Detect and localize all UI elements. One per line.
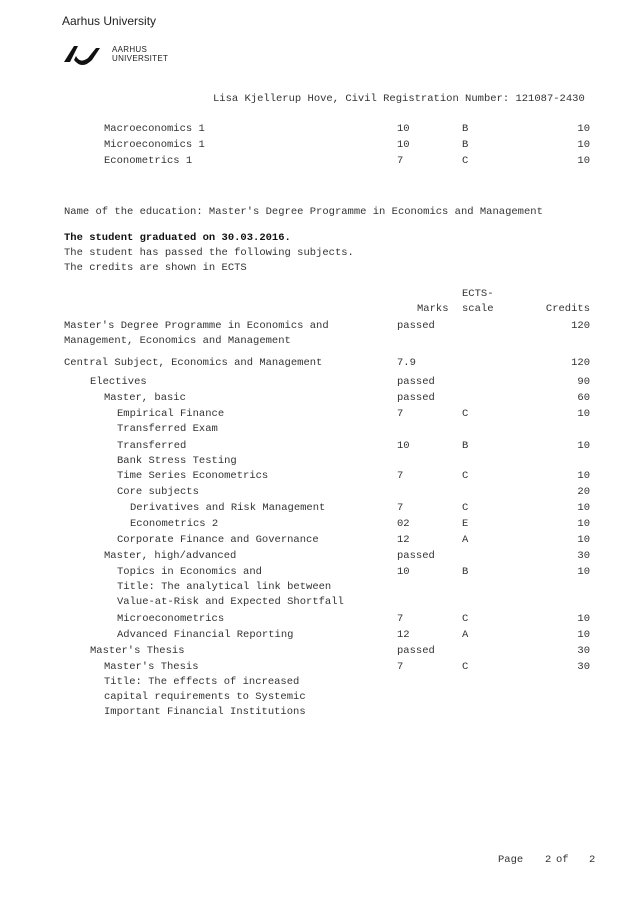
subject-mark: passed — [397, 392, 435, 404]
subject-name: Master's Thesis — [104, 661, 199, 673]
subject-row — [0, 375, 638, 390]
course-ects: B — [462, 139, 469, 151]
subject-ects: C — [462, 502, 469, 514]
subject-credits: 10 — [577, 518, 590, 530]
subject-credits: 120 — [571, 320, 590, 332]
subject-credits: 10 — [577, 613, 590, 625]
subject-ects: E — [462, 518, 469, 530]
subject-ects: C — [462, 470, 469, 482]
subject-mark: 12 — [397, 629, 410, 641]
subject-name-continued: Value-at-Risk and Expected Shortfall — [117, 596, 344, 608]
subject-credits: 10 — [577, 440, 590, 452]
subject-row — [0, 439, 638, 454]
page-number: 2 — [545, 854, 552, 866]
subject-row — [0, 517, 638, 532]
subject-ects: A — [462, 629, 469, 641]
subject-row — [0, 391, 638, 406]
credits-header: Credits — [545, 303, 590, 315]
subject-ects: C — [462, 661, 469, 673]
prev-course-row — [0, 122, 638, 137]
marks-header: Marks — [417, 303, 449, 315]
ects-header-line-1: ECTS- — [462, 288, 494, 300]
subject-credits: 30 — [577, 550, 590, 562]
subject-name: Corporate Finance and Governance — [117, 534, 319, 546]
credits-note: The credits are shown in ECTS — [64, 262, 247, 274]
logo-text-aarhus: AARHUS — [112, 45, 148, 54]
subject-credits: 30 — [577, 661, 590, 673]
subject-mark: 7.9 — [397, 357, 416, 369]
subject-credits: 30 — [577, 645, 590, 657]
subject-name: Topics in Economics and — [117, 566, 262, 578]
subject-credits: 10 — [577, 502, 590, 514]
subject-name: Core subjects — [117, 486, 199, 498]
subject-credits: 10 — [577, 534, 590, 546]
subject-ects: C — [462, 408, 469, 420]
subject-name-continued: capital requirements to Systemic — [104, 691, 306, 703]
subject-row — [0, 660, 638, 675]
subject-name-continued: Transferred Exam — [117, 423, 218, 435]
subject-name: Advanced Financial Reporting — [117, 629, 294, 641]
subject-row — [0, 628, 638, 643]
course-mark: 10 — [397, 123, 410, 135]
of-label: of — [556, 854, 569, 866]
subject-credits: 20 — [577, 486, 590, 498]
subject-mark: 10 — [397, 566, 410, 578]
ects-header-line-2: scale — [462, 303, 494, 315]
subject-name-continued: Title: The effects of increased — [104, 676, 300, 688]
subject-name: Electives — [90, 376, 147, 388]
subject-credits: 10 — [577, 566, 590, 578]
subject-name: Transferred — [117, 440, 187, 452]
subject-name-continued: Title: The analytical link between — [117, 581, 332, 593]
course-credits: 10 — [577, 123, 590, 135]
subject-credits: 90 — [577, 376, 590, 388]
subject-row — [0, 533, 638, 548]
subject-row — [0, 319, 638, 334]
subject-mark: 7 — [397, 661, 404, 673]
subject-row — [0, 469, 638, 484]
subject-mark: 7 — [397, 470, 404, 482]
subject-name: Master's Degree Programme in Economics and — [64, 320, 329, 332]
subject-name: Microeconometrics — [117, 613, 225, 625]
subject-mark: 7 — [397, 408, 404, 420]
subject-name: Master, high/advanced — [104, 550, 237, 562]
subject-mark: passed — [397, 320, 435, 332]
subject-ects: B — [462, 440, 469, 452]
page-label: Page — [498, 854, 524, 866]
subject-row — [0, 407, 638, 422]
course-name: Microeconomics 1 — [104, 139, 205, 151]
prev-course-row — [0, 138, 638, 153]
subject-row — [0, 501, 638, 516]
course-credits: 10 — [577, 155, 590, 167]
logo-text-universitet: UNIVERSITET — [112, 54, 169, 63]
subject-name-continued: Management, Economics and Management — [64, 335, 291, 347]
subject-ects: A — [462, 534, 469, 546]
subject-name: Econometrics 2 — [130, 518, 219, 530]
prev-course-row — [0, 154, 638, 169]
course-ects: C — [462, 155, 469, 167]
subject-row — [0, 644, 638, 659]
student-line: Lisa Kjellerup Hove, Civil Registration Number: 121087-2430 — [213, 93, 585, 105]
subject-ects: C — [462, 613, 469, 625]
subject-mark: 02 — [397, 518, 410, 530]
subject-row — [0, 485, 638, 500]
graduation-date: The student graduated on 30.03.2016. — [64, 232, 291, 244]
subject-credits: 10 — [577, 470, 590, 482]
subject-row — [0, 549, 638, 564]
subject-mark: 7 — [397, 502, 404, 514]
course-mark: 7 — [397, 155, 404, 167]
passed-subjects-line: The student has passed the following subjects. — [64, 247, 354, 259]
education-name: Name of the education: Master's Degree Programme in Economics and Management — [64, 206, 543, 218]
subject-credits: 10 — [577, 408, 590, 420]
course-mark: 10 — [397, 139, 410, 151]
subject-name: Central Subject, Economics and Management — [64, 357, 323, 369]
subject-mark: 10 — [397, 440, 410, 452]
subject-mark: passed — [397, 550, 435, 562]
subject-mark: 7 — [397, 613, 404, 625]
subject-row — [0, 356, 638, 371]
subject-name: Master's Thesis — [90, 645, 185, 657]
subject-row — [0, 565, 638, 580]
subject-credits: 60 — [577, 392, 590, 404]
subject-name-continued: Bank Stress Testing — [117, 455, 237, 467]
course-ects: B — [462, 123, 469, 135]
subject-credits: 10 — [577, 629, 590, 641]
course-name: Econometrics 1 — [104, 155, 193, 167]
subject-name: Master, basic — [104, 392, 186, 404]
subject-name: Time Series Econometrics — [117, 470, 269, 482]
course-credits: 10 — [577, 139, 590, 151]
subject-row — [0, 612, 638, 627]
page-total: 2 — [589, 854, 596, 866]
logo-wordmark — [112, 45, 168, 63]
subject-name: Empirical Finance — [117, 408, 225, 420]
subject-credits: 120 — [571, 357, 590, 369]
subject-mark: passed — [397, 376, 435, 388]
subject-mark: passed — [397, 645, 435, 657]
subject-mark: 12 — [397, 534, 410, 546]
course-name: Macroeconomics 1 — [104, 123, 205, 135]
subject-ects: B — [462, 566, 469, 578]
university-name: Aarhus University — [62, 14, 157, 28]
subject-name: Derivatives and Risk Management — [130, 502, 326, 514]
subject-name-continued: Important Financial Institutions — [104, 706, 306, 718]
